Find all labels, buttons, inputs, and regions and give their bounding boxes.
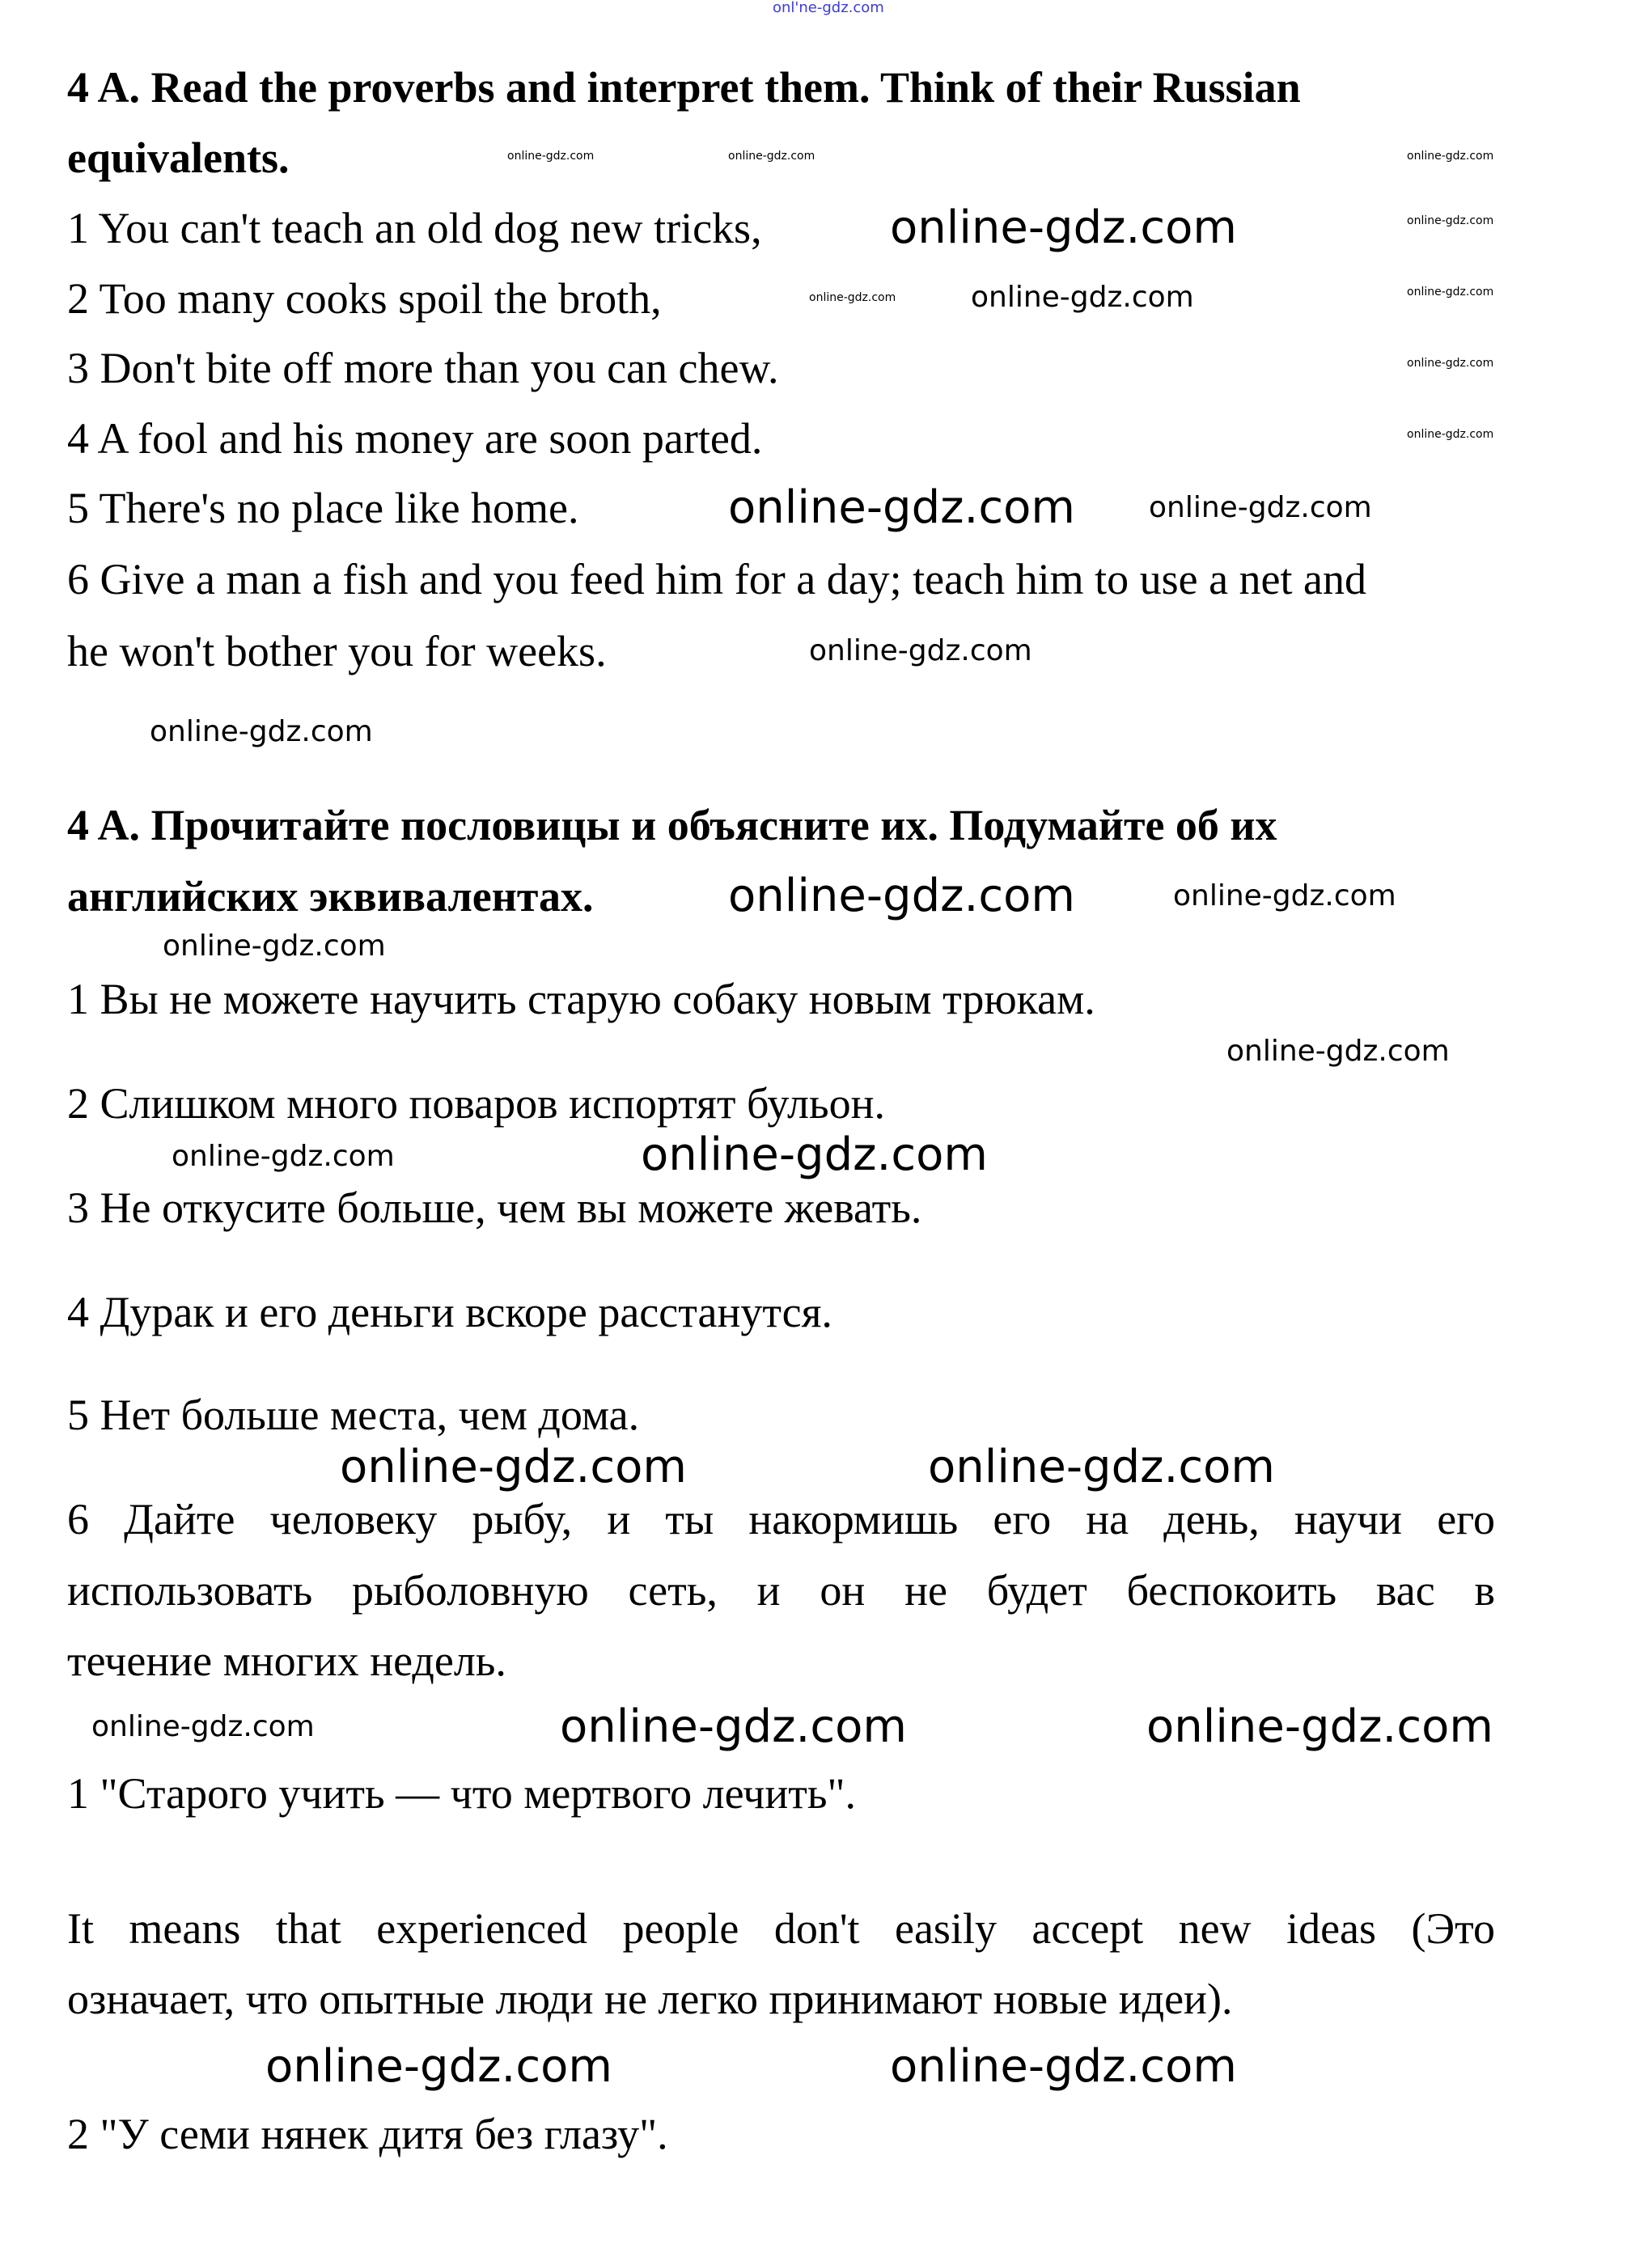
list-item: 2 Too many cooks spoil the broth, bbox=[67, 274, 662, 323]
title-line: английских эквивалентах. bbox=[67, 872, 594, 921]
watermark: online-gdz.com bbox=[890, 201, 1237, 254]
title-line: equivalents. bbox=[67, 133, 290, 182]
list-item: 3 Не откусите больше, чем вы можете жевать. bbox=[67, 1183, 922, 1232]
answer-proverb: 1 "Старого учить — что мертвого лечить". bbox=[67, 1769, 857, 1818]
list-item: течение многих недель. bbox=[67, 1636, 506, 1685]
list-item: 6 Дайте человеку рыбу, и ты накормишь его на день, научи его bbox=[67, 1495, 1495, 1543]
watermark: online-gdz.com bbox=[1407, 357, 1494, 370]
watermark: online-gdz.com bbox=[1407, 214, 1494, 227]
list-item: he won't bother you for weeks. bbox=[67, 627, 607, 675]
answer-explanation: означает, что опытные люди не легко принимают новые идеи). bbox=[67, 1975, 1233, 2023]
list-item: 5 Нет больше места, чем дома. bbox=[67, 1391, 640, 1439]
watermark: online-gdz.com bbox=[728, 150, 815, 163]
watermark: online-gdz.com bbox=[560, 1700, 907, 1753]
list-item: 4 Дурак и его деньги вскоре расстанутся. bbox=[67, 1288, 832, 1336]
list-item: использовать рыболовную сеть, и он не будет беспокоить вас в bbox=[67, 1566, 1495, 1615]
list-item: 3 Don't bite off more than you can chew. bbox=[67, 344, 779, 392]
watermark: online-gdz.com bbox=[91, 1710, 315, 1743]
answer-explanation: It means that experienced people don't easily accept new ideas (Это bbox=[67, 1904, 1495, 1953]
watermark: online-gdz.com bbox=[1407, 150, 1494, 163]
watermark: online-gdz.com bbox=[340, 1441, 687, 1493]
watermark: online-gdz.com bbox=[728, 481, 1075, 534]
list-item: 2 Слишком много поваров испортят бульон. bbox=[67, 1079, 885, 1128]
watermark: online-gdz.com bbox=[809, 291, 896, 304]
list-item: 1 You can't teach an old dog new tricks, bbox=[67, 204, 762, 252]
top-watermark: onl'ne-gdz.com bbox=[773, 0, 884, 16]
answer-proverb: 2 "У семи нянек дитя без глазу". bbox=[67, 2110, 668, 2158]
title-line: 4 A. Read the proverbs and interpret them. Think of their Russian bbox=[67, 63, 1301, 112]
watermark: online-gdz.com bbox=[809, 634, 1032, 667]
watermark: online-gdz.com bbox=[1407, 286, 1494, 298]
watermark: online-gdz.com bbox=[265, 2040, 612, 2093]
list-item: 6 Give a man a fish and you feed him for a day; teach him to use a net and bbox=[67, 555, 1366, 603]
watermark: online-gdz.com bbox=[1146, 1700, 1493, 1753]
watermark: online-gdz.com bbox=[928, 1441, 1275, 1493]
watermark: online-gdz.com bbox=[971, 281, 1194, 314]
watermark: online-gdz.com bbox=[1407, 428, 1494, 441]
watermark: online-gdz.com bbox=[163, 929, 386, 963]
watermark: online-gdz.com bbox=[172, 1140, 395, 1173]
watermark: online-gdz.com bbox=[1226, 1035, 1450, 1068]
watermark: online-gdz.com bbox=[1149, 491, 1372, 524]
watermark: online-gdz.com bbox=[507, 150, 595, 163]
watermark: online-gdz.com bbox=[641, 1128, 988, 1181]
title-line: 4 A. Прочитайте пословицы и объясните их. Подумайте об их bbox=[67, 801, 1277, 849]
list-item: 1 Вы не можете научить старую собаку новым трюкам. bbox=[67, 975, 1095, 1023]
list-item: 4 A fool and his money are soon parted. bbox=[67, 414, 763, 463]
list-item: 5 There's no place like home. bbox=[67, 484, 579, 532]
watermark: online-gdz.com bbox=[890, 2040, 1237, 2093]
watermark: online-gdz.com bbox=[728, 870, 1075, 922]
watermark: online-gdz.com bbox=[1173, 879, 1396, 912]
watermark: online-gdz.com bbox=[150, 715, 373, 748]
